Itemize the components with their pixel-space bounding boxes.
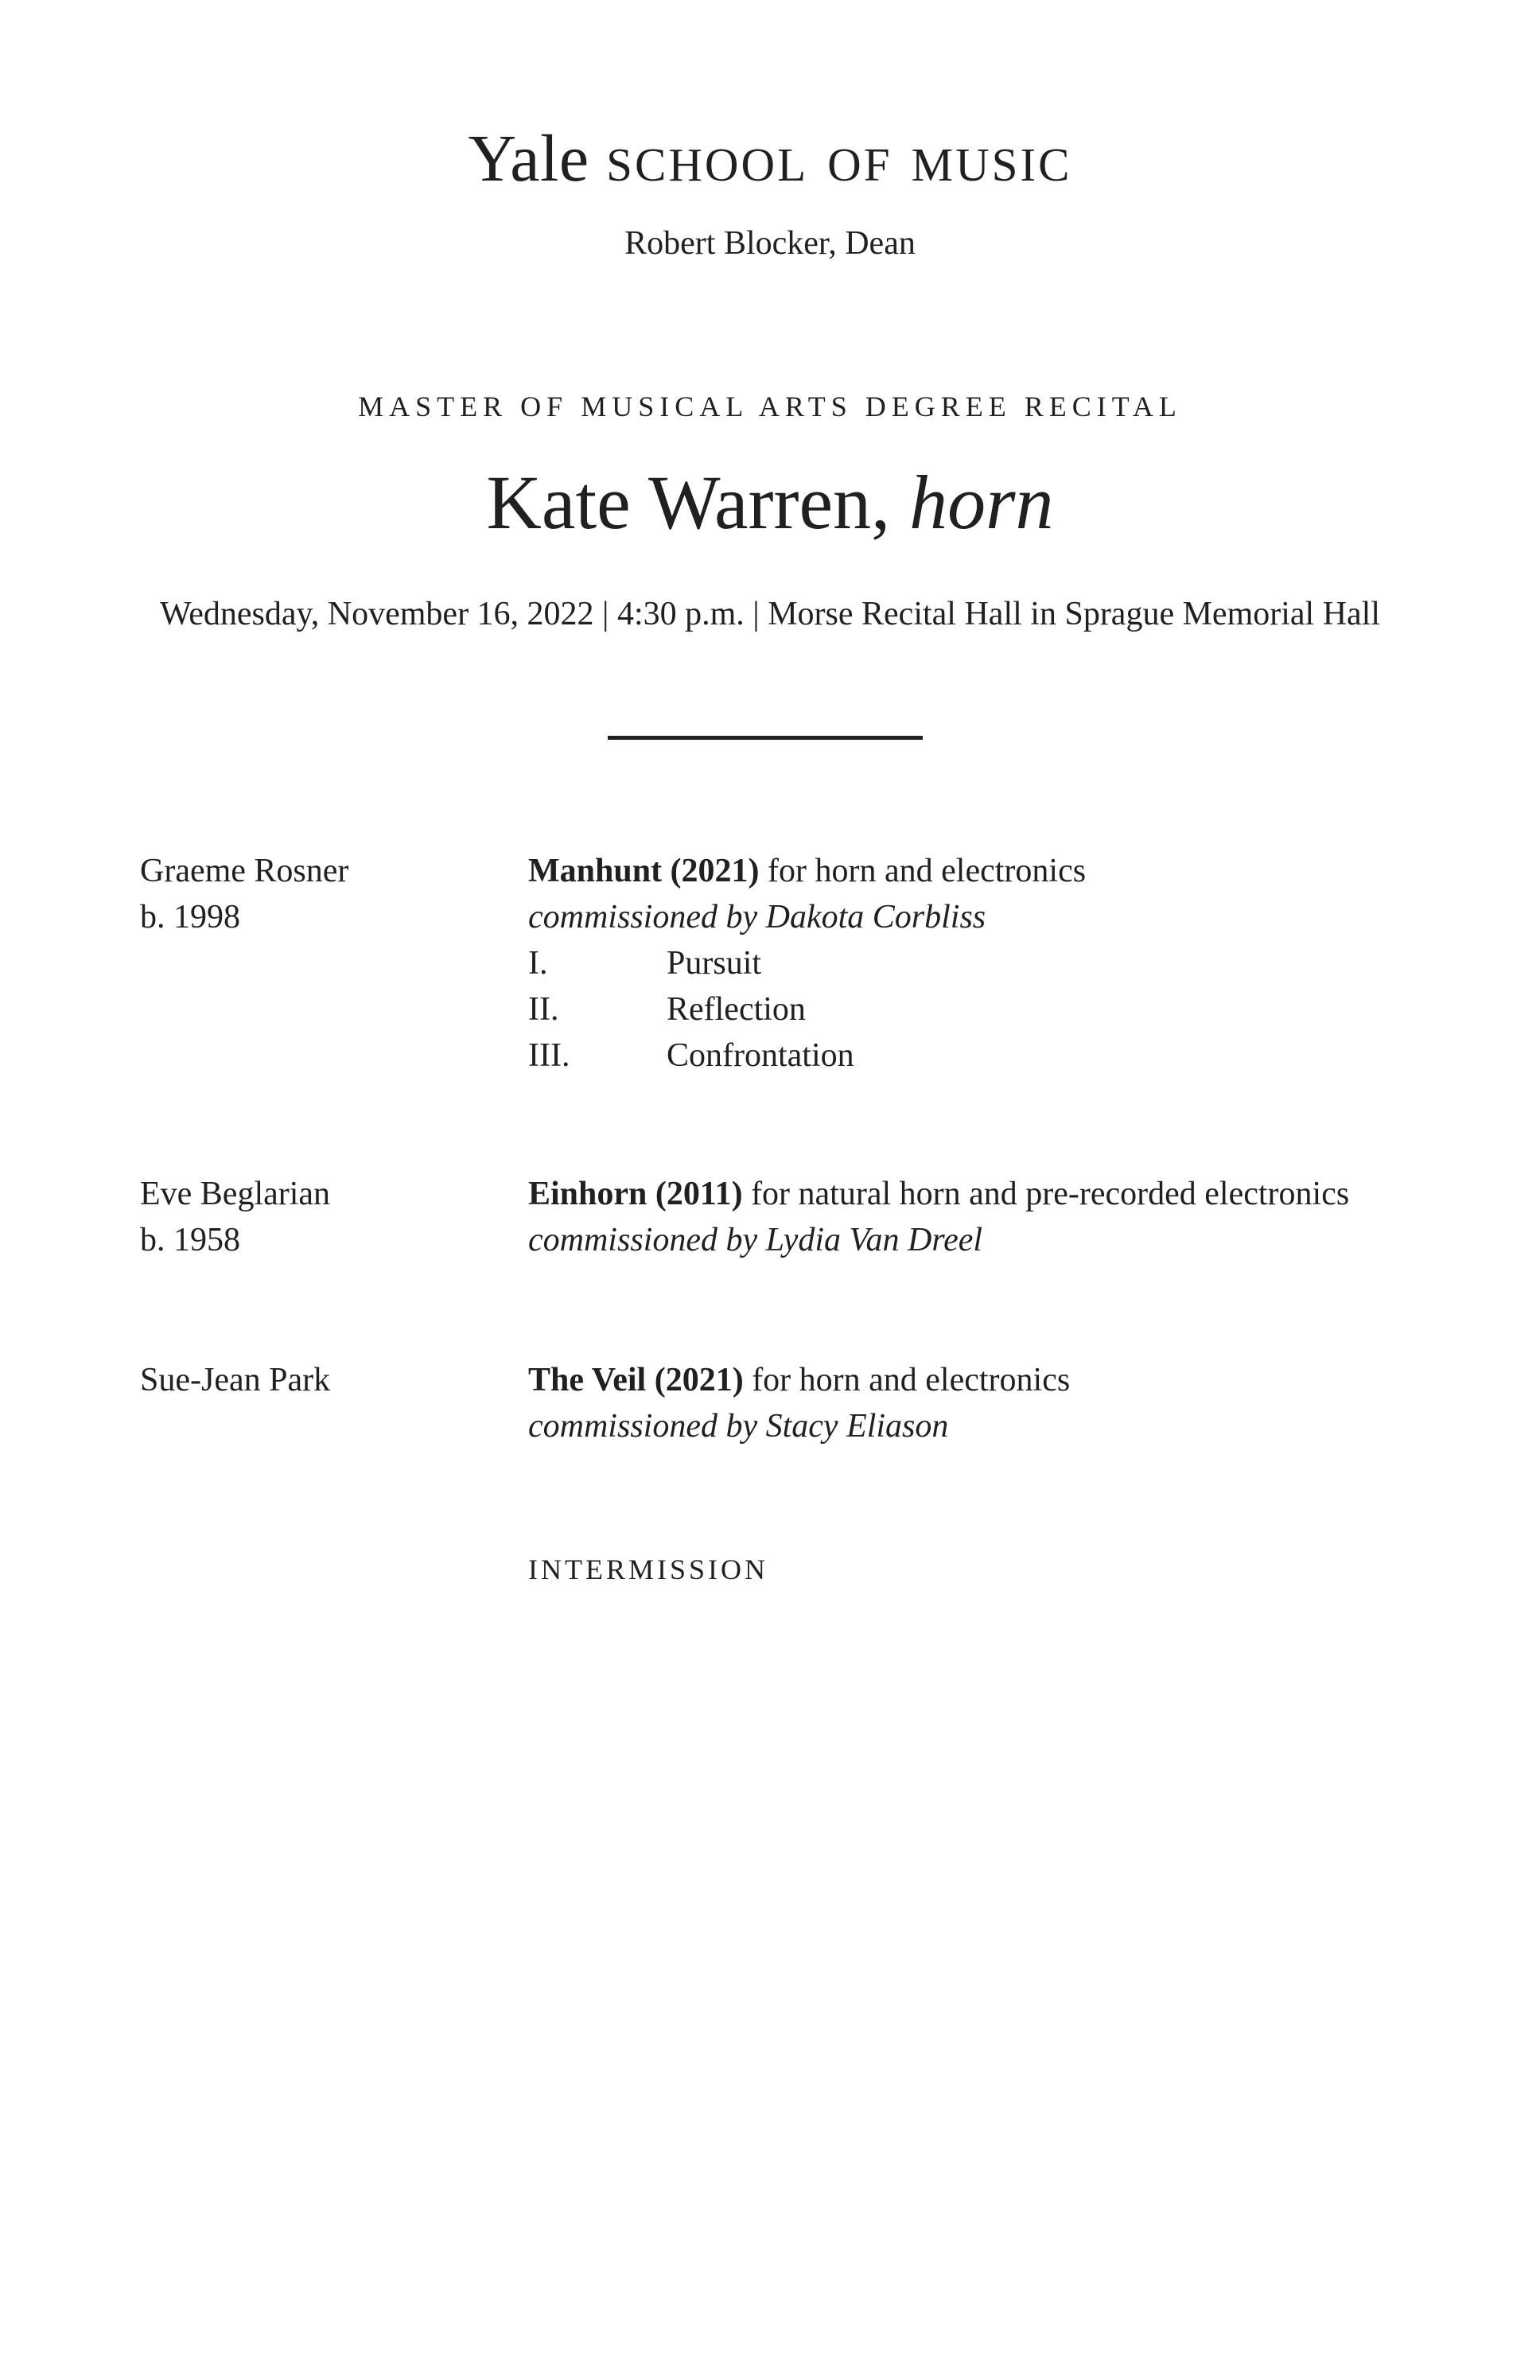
school-logo [0,122,1540,196]
composer-block [140,1357,522,1403]
work-heading [528,1171,1483,1217]
composer-born: b. 1998 [140,899,240,935]
work-heading [528,848,1483,894]
work-title: The Veil (2021) [528,1362,744,1398]
composer-block [140,1171,522,1263]
work-block [528,1171,1483,1263]
composer-name: Graeme Rosner [140,853,349,889]
movement-title: Pursuit [667,945,762,982]
work-block [528,1357,1483,1449]
work-instrumentation: for horn and electronics [759,853,1087,889]
movement-title: Confrontation [667,1037,854,1074]
movement-number: I. [528,945,548,982]
movement-number: III. [528,1037,570,1074]
movement [528,940,1483,986]
work-title: Einhorn (2011) [528,1176,743,1212]
performer-name: Kate Warren, [486,460,891,545]
intermission-label: INTERMISSION [528,1554,769,1585]
composer-name: Eve Beglarian [140,1176,331,1212]
dean-line: Robert Blocker, Dean [624,225,916,262]
work-commission: commissioned by Lydia Van Dreel [528,1222,983,1258]
composer-block [140,848,522,940]
divider-rule [608,736,923,740]
movement-title: Reflection [667,991,806,1028]
work-title: Manhunt (2021) [528,853,760,889]
logo-school-of-music: school of music [606,122,1072,196]
composer-born: b. 1958 [140,1222,240,1258]
work-instrumentation: for natural horn and pre-recorded electronics [742,1176,1350,1212]
work-block [528,848,1483,1079]
recital-details: Wednesday, November 16, 2022 | 4:30 p.m. | Morse Recital Hall in Sprague Memorial Hall [159,596,1381,632]
logo-yale: Yale [468,122,589,196]
work-commission: commissioned by Stacy Eliason [528,1408,949,1445]
recital-type: MASTER OF MUSICAL ARTS DEGREE RECITAL [358,391,1182,422]
work-commission: commissioned by Dakota Corbliss [528,899,986,935]
movement-number: II. [528,991,559,1028]
performer-heading [0,460,1540,545]
performer-instrument: horn [909,460,1054,545]
movement [528,1032,1483,1079]
work-instrumentation: for horn and electronics [743,1362,1071,1398]
composer-name: Sue-Jean Park [140,1362,331,1398]
work-heading [528,1357,1483,1403]
movement [528,986,1483,1032]
